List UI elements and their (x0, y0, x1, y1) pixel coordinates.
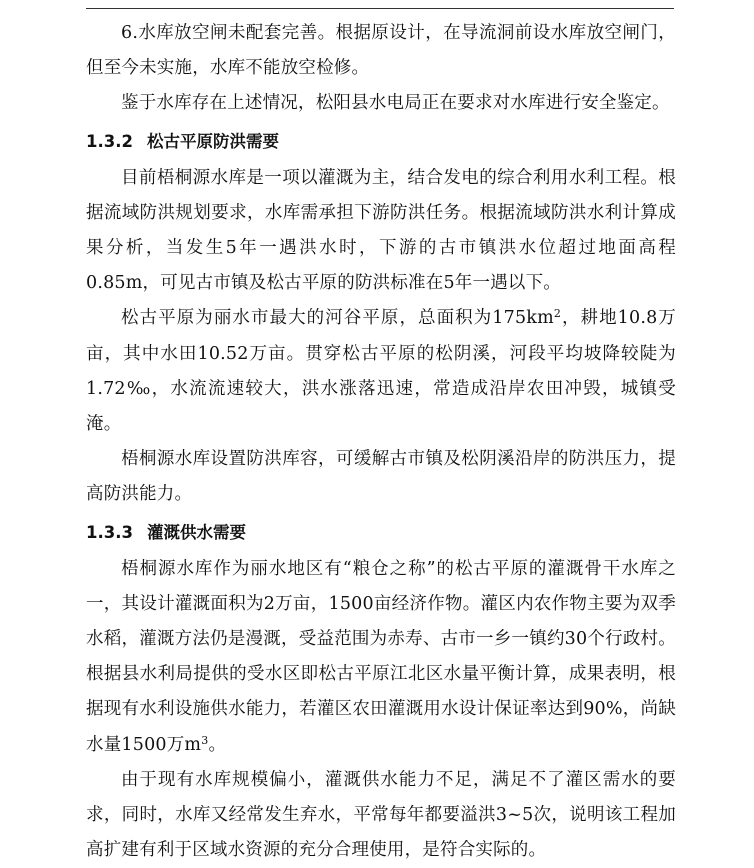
paragraph-reservoir-drain-gate: 6.水库放空闸未配套完善。根据原设计，在导流洞前设水库放空闸门，但至今未实施，水库不能放空检修。 (86, 23, 676, 79)
section-number: 1.3.3 (86, 522, 133, 542)
superscript: 2 (553, 307, 562, 321)
text-fragment: ，耕地10.8万亩，其中水田10.52万亩。贯穿松古平原的松阴溪，河段平均坡降较陡为1.72‰，水流流速较大，洪水涨落迅速，常造成沿岸农田冲毁，城镇受淹。 (86, 308, 676, 435)
section-number: 1.3.2 (86, 131, 133, 151)
section-title: 灌溉供水需要 (146, 522, 246, 542)
section-heading-1-3-2 (86, 122, 676, 161)
text-fragment: 松古平原为丽水市最大的河谷平原，总面积为175km (121, 308, 554, 329)
paragraph-flood-control-task: 目前梧桐源水库是一项以灌溉为主，结合发电的综合利用水利工程。根据流域防洪规划要求，水库需承担下游防洪任务。根据流域防洪水利计算成果分析，当发生5年一遇洪水时，下游的古市镇洪水位超过地面高程0.85m，可见古市镇及松古平原的防洪标准在5年一遇以下。 (86, 167, 676, 294)
document-page (86, 16, 676, 868)
paragraph-irrigation-backbone (86, 552, 676, 763)
paragraph-flood-storage: 梧桐源水库设置防洪库容，可缓解古市镇及松阴溪沿岸的防洪压力，提高防洪能力。 (86, 449, 676, 505)
superscript: 3 (201, 733, 209, 747)
paragraph-safety-appraisal: 鉴于水库存在上述情况，松阳县水电局正在要求对水库进行安全鉴定。 (121, 93, 670, 114)
section-heading-1-3-3 (86, 513, 676, 552)
header-rule (86, 8, 674, 9)
paragraph-songgu-plain (86, 301, 676, 442)
text-fragment: 梧桐源水库作为丽水地区有“粮仓之称”的松古平原的灌溉骨干水库之一，其设计灌溉面积为2万亩，1500亩经济作物。灌区内农作物主要为双季水稻，灌溉方法仍是漫溉，受益范围为赤寿、古市一乡一镇约30个行政村。根据县水利局提供的受水区即松古平原江北区水量平衡计算，成果表明，根据现有水利设施供水能力，若灌区农田灌溉用水设计保证率达到90%，尚缺水量1500万m (86, 558, 676, 755)
section-title: 松古平原防洪需要 (146, 131, 279, 151)
text-fragment: 。 (208, 734, 227, 755)
paragraph-expansion-rationale: 由于现有水库规模偏小，灌溉供水能力不足，满足不了灌区需水的要求，同时，水库又经常发生弃水，平常每年都要溢洪3~5次，说明该工程加高扩建有利于区域水资源的充分合理使用，是符合实际的。 (86, 769, 676, 861)
